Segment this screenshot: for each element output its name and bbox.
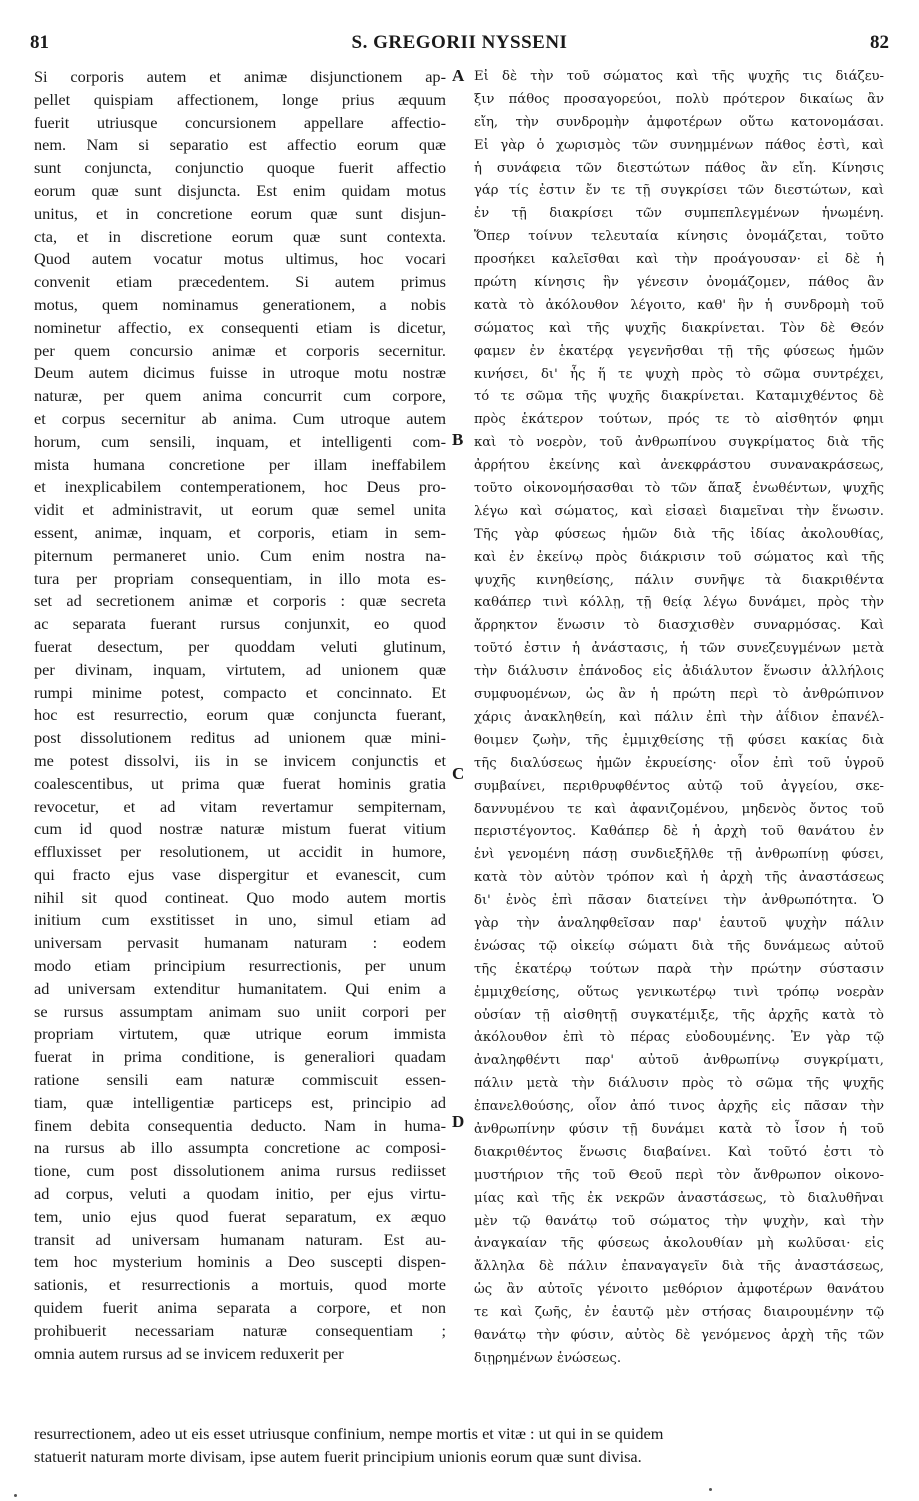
greek-text-line: χάρις ἀνακληθείη, καὶ πάλιν ἐπὶ τὴν ἀΐδιον ἐπανέλ- <box>474 709 884 725</box>
latin-text-line: nominetur affectio, ex consequenti etiam is dicetur, <box>34 317 446 337</box>
bottom-full-width-text <box>34 1423 884 1469</box>
greek-text-line: ἑνὶ γενομένη πάσῃ συνδιεξῆλθε τῇ ἀνθρωπίνῃ φύσει, <box>474 847 884 863</box>
bottom-text-line: resurrectionem, adeo ut eis esset utriusque confinium, nempe mortis et vitæ : ut qui in se quidem <box>34 1424 664 1443</box>
latin-text-line: cum id quod nostræ naturæ mistum fuerat vitium <box>34 819 446 839</box>
greek-text-line: Εἰ δὲ τὴν τοῦ σώματος καὶ τῆς ψυχῆς τις διάζευ- <box>474 69 884 84</box>
greek-text-line: τὴν διάλυσιν ἐπάνοδος εἰς ἀδιάλυτον ἕνωσιν ἀλλήλοις <box>474 664 884 680</box>
section-marker-c: C <box>452 764 465 783</box>
latin-text-line: hoc est resurrectio, eorum quæ conjuncta fuerant, <box>34 705 446 725</box>
latin-text-line: propriam virtutem, quæ utrique eorum immista <box>34 1024 446 1044</box>
print-speck <box>709 1488 712 1491</box>
greek-text-line: κινήσει, δι' ἧς ἥ τε ψυχὴ πρὸς τὸ σῶμα συντρέχει, <box>474 366 884 382</box>
greek-text-line: καθάπερ τινὶ κόλλῃ, τῇ θείᾳ λέγω δυνάμει, πρὸς τὴν <box>474 595 884 611</box>
latin-text-line: nem. Nam si separatio est affectio eorum quæ <box>34 135 446 155</box>
greek-text-line: πάλιν μετὰ τὴν διάλυσιν πρὸς τὸ σῶμα τῆς ψυχῆς <box>474 1076 884 1092</box>
latin-text-line: vidit et administravit, ut eorum quæ semel unita <box>34 500 446 520</box>
greek-text-line: μὲν τῷ θανάτῳ τοῦ σώματος τὴν ψυχὴν, καὶ τὴν <box>474 1213 884 1229</box>
latin-text-line: et corpus secernitur ab anima. Cum utroque autem <box>34 408 446 428</box>
greek-text-line: γάρ τίς ἐστιν ἔν τε τῇ συγκρίσει τῶν διεστώτων, καὶ <box>474 183 884 199</box>
greek-text-line: ἑνώσας τῷ οἰκείῳ σώματι διὰ τῆς δυνάμεως αὐτοῦ <box>474 938 884 954</box>
greek-text-line: τῆς διαλύσεως ἡμῶν ἐκρυείσης· οἷον ἐπὶ τοῦ ὑγροῦ <box>474 755 884 771</box>
greek-text-line: κατὰ τὸ ἀκόλουθον λέγοιτο, καθ' ἣν ἡ συνδρομὴ τοῦ <box>474 297 884 313</box>
latin-text-line: post dissolutionem reditus ad unionem quæ mini- <box>34 728 446 748</box>
greek-text-line: προσήκει καλεῖσθαι καὶ τὴν προάγουσαν· εἰ δὲ ἡ <box>474 252 884 268</box>
greek-text-line: καὶ ἐν ἐκείνῳ πρὸς διάκρισιν τοῦ σώματος καὶ τῆς <box>474 549 884 565</box>
greek-text-line: λέγω καὶ σώματος, καὶ εἰσαεὶ διαμεῖναι τὴν ἕνωσιν. <box>474 503 884 519</box>
greek-text-line: ὡς ἂν αὐτοῖς γένοιτο μεθόριον ἀμφοτέρων θανάτου <box>474 1282 884 1298</box>
greek-text-line: ἄλληλα δὲ πάλιν ἐπαναγαγεῖν διὰ τῆς ἀναστάσεως, <box>474 1259 884 1275</box>
greek-text-line: ξιν πάθος προσαγορεύοι, πολὺ πρότερον δικαίως ἂν <box>474 91 884 107</box>
latin-text-line: revocetur, et ad vitam revertamur sempiternam, <box>34 796 446 816</box>
greek-text-line: τῆς ἑκατέρῳ τούτων παρὰ τὴν πρώτην σύστασιν <box>474 961 884 977</box>
greek-text-line: τε καὶ ζωῆς, ἐν ἑαυτῷ μὲν στήσας διαιρουμένην τῷ <box>474 1305 884 1321</box>
latin-text-line: et inexplicabilem contemperationem, hoc Deus pro- <box>34 477 446 497</box>
latin-text-line: na rursus ab illo assumpta concretione ac composi- <box>34 1138 446 1158</box>
bottom-text-line: statuerit naturam morte divisam, ipse autem fuerit principium unionis eorum quæ sunt divisa. <box>34 1446 642 1466</box>
latin-text-line: fuerat desectum, per quoddam veluti glutinum, <box>34 636 446 656</box>
latin-text-line: transit ad universam humanam naturam. Est au- <box>34 1229 446 1249</box>
greek-text-line: δι' ἑνὸς ἐπὶ πᾶσαν διατείνει τὴν ἀνθρωπότητα. Ὁ <box>474 893 884 909</box>
latin-text-line: tem, unio ejus quod fuerat separatum, ex æquo <box>34 1206 446 1226</box>
latin-text-line: tem hoc mysterium hominis a Deo suscepti dispen- <box>34 1252 446 1272</box>
greek-text-line: τό τε σῶμα τῆς ψυχῆς διακρίνεται. Καταμιχθέντος δὲ <box>474 389 884 405</box>
page-number-right: 82 <box>870 32 889 53</box>
section-marker-d: D <box>452 1112 465 1131</box>
greek-column <box>474 66 884 1371</box>
latin-text-line: qui fracto ejus vase dispergitur et evanescit, cum <box>34 864 446 884</box>
latin-text-line: ac separata fuerant rursus conjunxit, eo quod <box>34 614 446 634</box>
section-marker-b: B <box>452 430 464 449</box>
latin-text-line: se rursus assumptam animam suo uniit corpori per <box>34 1001 446 1021</box>
latin-column <box>34 66 446 1365</box>
greek-text-line: εἴη, τὴν συνδρομὴν ἀμφοτέρων οὕτω κατονομάσαι. <box>474 114 884 130</box>
latin-text-line: rumpi minime potest, compacto et concinnato. Et <box>34 682 446 702</box>
latin-text-line: prohibuerit necessariam naturæ consequentiam ; <box>34 1320 446 1340</box>
latin-text-line: Quod autem vocatur motus ultimus, hoc vocari <box>34 249 446 269</box>
greek-text-line: γὰρ τὴν ἀναληφθεῖσαν παρ' ἑαυτοῦ ψυχὴν πάλιν <box>474 915 884 931</box>
greek-text-line: σώματος καὶ τῆς ψυχῆς διακρίνεται. Τὸν δὲ Θεόν <box>474 320 884 336</box>
greek-text-line: ἀναγκαίαν τῆς φύσεως ἀκολουθίαν μὴ κωλῦσαι· εἰς <box>474 1236 884 1252</box>
greek-text-line: ψυχῆς κινηθείσης, πάλιν συνῆψε τὰ διακριθέντα <box>474 572 884 588</box>
latin-text-line: fuerit utriusque concursionem appellare affectio- <box>34 112 446 132</box>
latin-text-line: set ad secretionem animæ et corporis : quæ secreta <box>34 591 446 611</box>
latin-text-line: Si corporis autem et animæ disjunctionem ap- <box>34 67 446 86</box>
greek-text-line: ἀρρήτου ἐκείνης καὶ ἀνεκφράστου συνανακράσεως, <box>474 458 884 474</box>
running-head: S. GREGORII NYSSENI <box>351 32 568 53</box>
latin-text-line: me potest dissolvi, iis in se invicem conjunctis et <box>34 750 446 770</box>
print-speck <box>14 1494 17 1497</box>
latin-text-line: effluxisset per resolutionem, ut accidit in humore, <box>34 842 446 862</box>
latin-text-line: essent, animæ, inquam, et corporis, etiam in sem- <box>34 522 446 542</box>
latin-text-line: per divinam, inquam, virtutem, ad unionem quæ <box>34 659 446 679</box>
latin-text-line: omnia autem rursus ad se invicem reduxerit per <box>34 1343 344 1363</box>
latin-text-line: tione, cum post dissolutionem anima rursus rediisset <box>34 1161 446 1181</box>
latin-text-line: coalescentibus, ut prima quæ fuerat hominis gratia <box>34 773 446 793</box>
latin-text-line: Deum autem dicimus fuisse in utroque motu nostræ <box>34 363 446 383</box>
latin-text-line: eorum quæ sunt disjuncta. Est enim quidam motus <box>34 180 446 200</box>
latin-text-line: initium cum exstitisset in uno, simul etiam ad <box>34 910 446 930</box>
latin-text-line: horum, cum sensili, inquam, et intelligenti com- <box>34 431 446 451</box>
greek-text-line: συμφυομένων, ὡς ἂν ἡ πρώτη περὶ τὸ ἀνθρώπινον <box>474 687 884 703</box>
latin-text-line: cta, et in discretione eorum quæ sunt contexta. <box>34 226 446 246</box>
greek-text-line: συμβαίνει, περιθρυφθέντος αὐτῷ τοῦ ἀγγείου, σκε- <box>474 778 884 794</box>
greek-text-line: διῃρημένων ἑνώσεως. <box>474 1350 622 1366</box>
latin-text-line: finem debita consequentia deducto. Nam in huma- <box>34 1115 446 1135</box>
greek-text-line: καὶ τὸ νοερὸν, τοῦ ἀνθρωπίνου συγκρίματος διὰ τῆς <box>474 435 884 451</box>
latin-text-line: fuerat in prima conditione, is generaliori quadam <box>34 1047 446 1067</box>
greek-text-line: Ὅπερ τοίνυν τελευταία κίνησις ὀνομάζεται, τοῦτο <box>474 229 884 245</box>
greek-text-line: διακριθέντος ἕνωσις διαβαίνει. Καὶ τοῦτό ἐστι τὸ <box>474 1144 884 1160</box>
latin-text-line: tura per propriam consequentiam, in illo mota es- <box>34 568 446 588</box>
greek-text-line: πρώτη κίνησις ἣν γένεσιν ὀνομάζομεν, πάθος ἂν <box>474 275 884 291</box>
greek-text-line: θοιμεν ζωὴν, τῆς ἐμμιχθείσης τῇ φύσει κακίας διὰ <box>474 732 884 748</box>
greek-text-line: θανάτῳ τὴν φύσιν, αὐτὸς δὲ γενόμενος ἀρχὴ τῆς τῶν <box>474 1327 884 1343</box>
greek-text-line: ἀναληφθέντι παρ' αὐτοῦ ἀνθρωπίνῳ συγκρίματι, <box>474 1053 884 1069</box>
greek-text-line: τοῦτό ἐστιν ἡ ἀνάστασις, ἡ τῶν συνεζευγμένων μετὰ <box>474 641 884 657</box>
page-header <box>30 32 889 56</box>
latin-text-line: tiam, quæ intelligentiæ particeps est, principio ad <box>34 1092 446 1112</box>
latin-text-line: convenit etiam præcedentem. Si autem primus <box>34 272 446 292</box>
latin-text-line: unitus, et in concretione eorum quæ sunt disjun- <box>34 203 446 223</box>
greek-text-line: ἀνθρωπίνην φύσιν τῇ δυνάμει κατὰ τὸ ἶσον ἡ τοῦ <box>474 1121 884 1137</box>
greek-text-line: ἡ συνάφεια τῶν διεστώτων πάθος ἂν εἴη. Κίνησις <box>474 160 884 176</box>
latin-text-line: nihil sit quod contineat. Quo modo autem mortis <box>34 887 446 907</box>
greek-text-line: μυστήριον τῆς τοῦ Θεοῦ περὶ τὸν ἄνθρωπον οἰκονο- <box>474 1167 884 1183</box>
latin-text-line: mista humana concretione per illam ineffabilem <box>34 454 446 474</box>
latin-text-line: ad corpus, veluti a quodam initio, per ejus virtu- <box>34 1184 446 1204</box>
latin-text-line: modo etiam principium resurrectionis, per unum <box>34 956 446 976</box>
latin-text-line: ad universam extenditur humanitatem. Qui enim a <box>34 978 446 998</box>
latin-text-line: pellet quispiam affectionem, longe prius æquum <box>34 89 446 109</box>
greek-text-line: πρὸς ἑκάτερον τούτων, πρός τε τὸ αἰσθητόν φημι <box>474 412 884 428</box>
latin-text-line: piternum permaneret unio. Cum enim nostra na- <box>34 545 446 565</box>
latin-text-line: ratione sensili eam naturæ commiscuit essen- <box>34 1070 446 1090</box>
greek-text-line: ἐν τῇ διακρίσει τῶν συμπεπλεγμένων ἡνωμένη. <box>474 206 884 222</box>
latin-text-line: sunt conjuncta, conjunctio quoque fuerit affectio <box>34 158 446 178</box>
greek-text-line: ἐπανελθούσης, οἷον ἀπό τινος ἀρχῆς εἰς πᾶσαν τὴν <box>474 1099 884 1115</box>
section-marker-a: A <box>452 66 465 85</box>
latin-text-line: motus, quem nominamus generationem, a nobis <box>34 294 446 314</box>
greek-text-line: Τῆς γὰρ φύσεως ἡμῶν διὰ τῆς ἰδίας ἀκολουθίας, <box>474 526 884 542</box>
greek-text-line: ἄρρηκτον ἕνωσιν τὸ διασχισθὲν συναρμόσας. Καὶ <box>474 618 884 634</box>
greek-text-line: τοῦτο οἰκονομήσασθαι τὸ τῶν ἅπαξ ἑνωθέντων, ψυχῆς <box>474 481 884 497</box>
latin-text-line: per quem concursio animæ et corporis secernitur. <box>34 340 446 360</box>
greek-text-line: Εἰ γὰρ ὁ χωρισμὸς τῶν συνημμένων πάθος ἐστὶ, καὶ <box>474 137 884 153</box>
page-number-left: 81 <box>30 32 49 53</box>
latin-text-line: quidem fuerit anima separata a corpore, et non <box>34 1298 446 1318</box>
greek-text-line: ἀκόλουθον ἐπὶ τὸ πέρας εὐοδουμένης. Ἐν γὰρ τῷ <box>474 1030 884 1046</box>
latin-text-line: naturæ, per quem anima concurrit cum corpore, <box>34 386 446 406</box>
greek-text-line: οὐσίαν τῇ αἰσθητῇ συγκατέμιξε, τῆς ἀρχῆς κατὰ τὸ <box>474 1007 884 1023</box>
greek-text-line: περιστέγοντος. Καθάπερ δὲ ἡ ἀρχὴ τοῦ θανάτου ἐν <box>474 824 884 840</box>
greek-text-line: φαμεν ἐν ἑκατέρᾳ γεγενῆσθαι τῇ τῆς φύσεως ἡμῶν <box>474 343 884 359</box>
latin-text-line: universam pervasit humanam naturam : eodem <box>34 933 446 953</box>
greek-text-line: ἐμμιχθείσης, οὕτως γενικωτέρῳ τινὶ τρόπῳ νοερὰν <box>474 984 884 1000</box>
latin-text-line: sationis, et resurrectionis a mortuis, quod morte <box>34 1275 446 1295</box>
greek-text-line: μίας καὶ τῆς ἐκ νεκρῶν ἀναστάσεως, τὸ διαλυθῆναι <box>474 1190 884 1206</box>
greek-text-line: δαννυμένου τε καὶ ἀφανιζομένου, μηδενὸς ὄντος τοῦ <box>474 801 884 817</box>
greek-text-line: κατὰ τὸν αὐτὸν τρόπον καὶ ἡ ἀρχὴ τῆς ἀναστάσεως <box>474 870 884 886</box>
